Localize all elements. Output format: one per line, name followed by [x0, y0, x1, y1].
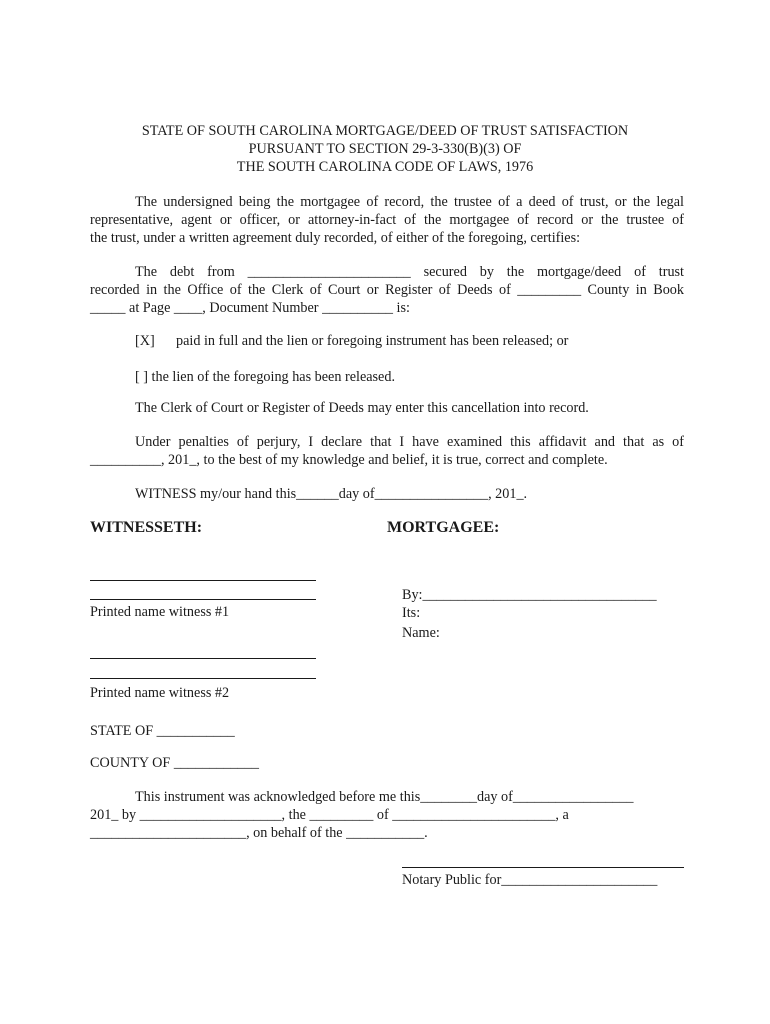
witness-1-label: Printed name witness #1: [90, 604, 230, 620]
clerk-paragraph: The Clerk of Court or Register of Deeds may enter this cancellation into record.: [135, 400, 589, 416]
intro-line-1: The undersigned being the mortgagee of record, the trustee of a deed of trust, or the legal: [135, 194, 684, 210]
witness-statement: WITNESS my/our hand this______day of________________, 201_.: [135, 486, 528, 502]
title-line-2: PURSUANT TO SECTION 29-3-330(B)(3) OF: [248, 141, 522, 157]
mortgagee-its-label: Its:: [402, 605, 421, 621]
intro-line-2: representative, agent or officer, or attorney-in-fact of the mortgagee of record or the trustee of: [90, 212, 684, 228]
mortgagee-name-label: Name:: [402, 625, 440, 641]
intro-paragraph: [90, 193, 684, 247]
option-paid-text: paid in full and the lien or foregoing instrument has been released; or: [176, 333, 569, 349]
title-line-1: STATE OF SOUTH CAROLINA MORTGAGE/DEED OF TRUST SATISFACTION: [141, 123, 629, 139]
debt-paragraph: [90, 263, 684, 317]
option-released-text: [ ] the lien of the foregoing has been released.: [135, 369, 395, 385]
witness-2-signature-line: [90, 658, 316, 659]
acknowledgment-paragraph: [90, 788, 684, 842]
perjury-line-2: __________, 201_, to the best of my knowledge and belief, it is true, correct and complete.: [90, 452, 608, 468]
option-paid-checkbox: [X]: [135, 333, 155, 349]
ack-line-3: ______________________, on behalf of the ___________.: [90, 825, 428, 841]
intro-line-3: the trust, under a written agreement duly recorded, of either of the foregoing, certifies:: [90, 230, 581, 246]
witness-1-signature-line: [90, 580, 316, 581]
debt-line-3: _____ at Page ____, Document Number __________ is:: [90, 300, 410, 316]
state-line: STATE OF ___________: [90, 723, 235, 739]
debt-line-2: recorded in the Office of the Clerk of Court or Register of Deeds of _________ County in Book: [90, 282, 684, 298]
mortgagee-by-line: By:_________________________________: [402, 587, 657, 603]
county-line: COUNTY OF ____________: [90, 755, 259, 771]
mortgagee-heading: MORTGAGEE:: [387, 519, 500, 536]
witness-1-name-line: [90, 599, 316, 600]
title-line-3: THE SOUTH CAROLINA CODE OF LAWS, 1976: [236, 159, 534, 175]
ack-line-1: This instrument was acknowledged before me this________day of_________________: [135, 789, 634, 805]
witness-2-name-line: [90, 678, 316, 679]
notary-label: Notary Public for______________________: [402, 872, 658, 888]
debt-line-1: The debt from _______________________ secured by the mortgage/deed of trust: [135, 264, 684, 280]
perjury-paragraph: [90, 433, 684, 469]
perjury-line-1: Under penalties of perjury, I declare that I have examined this affidavit and that as of: [135, 434, 684, 450]
ack-line-2: 201_ by ____________________, the _________ of _______________________, a: [90, 807, 569, 823]
document-title: [0, 122, 770, 176]
witnesseth-heading: WITNESSETH:: [90, 519, 203, 536]
witness-2-label: Printed name witness #2: [90, 685, 230, 701]
notary-signature-line: [402, 867, 684, 868]
